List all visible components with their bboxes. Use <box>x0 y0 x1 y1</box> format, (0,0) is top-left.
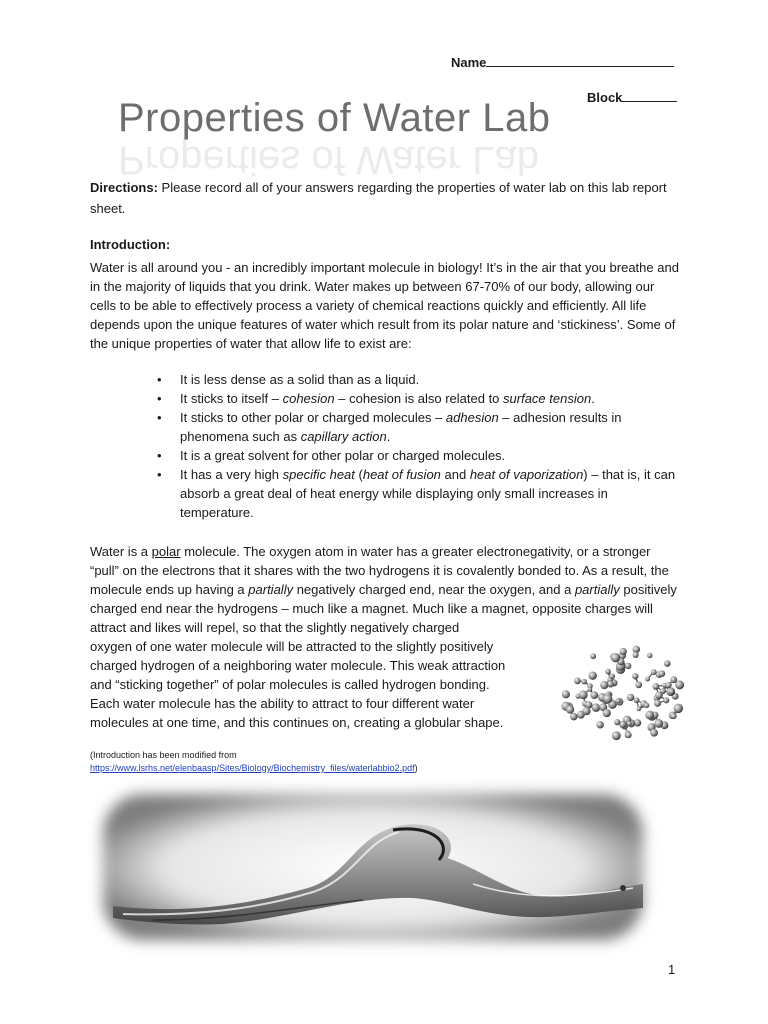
page-title: Properties of Water Lab <box>118 96 551 140</box>
block-blank <box>622 89 677 102</box>
list-item: • It sticks to other polar or charged molecules – adhesion – adhesion results in phenomena such as capillary action. <box>157 410 622 444</box>
polar-paragraph-continued: oxygen of one water molecule will be attracted to the slightly positively charged hydrogen of a neighboring water molecule. This weak attraction and “sticking together” of polar molecules is called hydrogen bonding. Each water molecule has the ability to attract to four different water molecules at one time, and this continues on, creating a globular shape. <box>90 639 506 730</box>
directions-label: Directions: <box>90 180 158 195</box>
water-molecule-image <box>558 640 688 748</box>
citation: (Introduction has been modified from https://www.lsrhs.net/elenbaasp/Sites/Biology/Biochemistry_files/waterlabbio2.pdf) <box>90 750 418 773</box>
list-item: • It sticks to itself – cohesion – cohesion is also related to surface tension. <box>157 391 595 406</box>
name-field <box>451 54 674 70</box>
citation-link[interactable]: https://www.lsrhs.net/elenbaasp/Sites/Biology/Biochemistry_files/waterlabbio2.pdf <box>90 763 415 773</box>
introduction-heading: Introduction: <box>90 237 171 252</box>
citation-text: (Introduction has been modified from <box>90 750 237 760</box>
properties-list <box>157 370 677 522</box>
name-blank <box>486 54 674 67</box>
name-label: Name <box>451 55 487 70</box>
page-number: 1 <box>668 962 676 977</box>
block-label: Block <box>587 90 623 105</box>
list-item: • It is less dense as a solid than as a liquid. <box>157 372 420 387</box>
polar-paragraph: Water is a polar molecule. The oxygen atom in water has a greater electronegativity, or a stronger “pull” on the electrons that it shares with the two hydrogens it is covalently bonded to. As a result, the molecule ends up having a partially negatively charged end, near the oxygen, and a partially positively charged end near the hydrogens – much like a magnet. Much like a magnet, opposite charges will attract and likes will repel, so that the slightly negatively charged <box>90 544 677 635</box>
water-wave-image <box>93 788 653 946</box>
page-title-reflection: Properties of Water Lab <box>118 138 539 182</box>
directions-paragraph <box>90 177 680 219</box>
polar-term: polar <box>151 544 181 559</box>
block-field <box>587 89 677 105</box>
directions-text: Please record all of your answers regarding the properties of water lab on this lab report sheet. <box>90 180 667 216</box>
list-item: • It has a very high specific heat (heat of fusion and heat of vaporization) – that is, it can absorb a great deal of heat energy while displaying only small increases in temperature. <box>157 467 676 520</box>
list-item: • It is a great solvent for other polar or charged molecules. <box>157 448 506 463</box>
introduction-paragraph: Water is all around you - an incredibly important molecule in biology! It’s in the air that you breathe and in the majority of liquids that you drink. Water makes up between 67-70% of our body, allowing our cells to be able to effectively process a variety of chemical reactions quickly and efficiently. All life depends upon the unique features of water which result from its polar nature and ‘stickiness’. Some of the unique properties of water that allow life to exist are: <box>90 260 679 351</box>
